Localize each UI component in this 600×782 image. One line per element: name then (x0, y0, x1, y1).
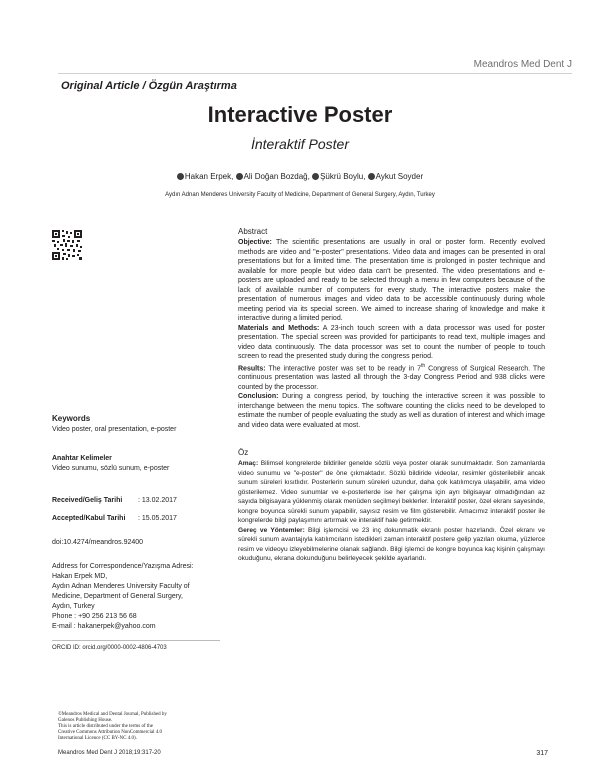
keywords-text: Video poster, oral presentation, e-poster (52, 426, 177, 433)
correspondence-line: Aydın, Turkey (52, 603, 95, 610)
orcid-icon[interactable] (368, 173, 375, 180)
page-number: 317 (536, 750, 548, 757)
anahtar-text: Video sunumu, sözlü sunum, e-poster (52, 465, 170, 472)
accepted-label: Accepted/Kabul Tarihi (52, 515, 126, 522)
header-rule (58, 73, 572, 74)
article-type: Original Article / Özgün Araştırma (61, 80, 237, 92)
license-line: International Licence (CC BY-NC 4.0). (58, 736, 137, 741)
oz-yontem (238, 526, 545, 564)
author-list (0, 172, 600, 181)
article-subtitle: İnteraktif Poster (250, 136, 350, 152)
objective-text: The scientific presentations are usually in oral or poster form. Recently evolved methods are video and "e-poster" presentations. Video data and images can be presented in oral presentations but for a limited time. The presentation time is prolonged in poster technique and available for more people but video data can't be presented. The video presentations and e-posters are uploaded and ready to be selected through a menu in few computers because of the lack of available number of computers for every study. The interactive posters make the presentation of numerous images and video data to be accessible continuously during whole meeting period via its special screen. We aimed to increase sharing of knowledge and make it interactive during a limited period. (238, 239, 545, 322)
affiliation: Aydın Adnan Menderes University Faculty of Medicine, Department of General Surgery, Aydın, Turkey (165, 192, 435, 198)
license-line: Galenos Publishing House. (58, 718, 113, 723)
doi-link[interactable]: doi:10.4274/meandros.92400 (52, 539, 144, 546)
results-text: The interactive poster was set to be ready in 7 (268, 364, 421, 372)
abstract-objective (238, 238, 545, 324)
abstract-heading: Abstract (238, 227, 268, 236)
abstract-methods (238, 324, 545, 362)
abstract-results (238, 362, 545, 393)
divider (52, 640, 220, 641)
journal-header: Meandros Med Dent J (473, 59, 572, 70)
conclusion-label: Conclusion: (238, 393, 279, 401)
methods-label: Materials and Methods: (238, 324, 320, 332)
oz-amac (238, 459, 545, 526)
license-line: ©Meandros Medical and Dental Journal, Published by (58, 712, 167, 717)
email-link[interactable]: E-mail : hakanerpek@yahoo.com (52, 623, 156, 630)
orcid-icon[interactable] (312, 173, 319, 180)
received-value: : 13.02.2017 (138, 497, 177, 504)
objective-label: Objective: (238, 239, 272, 246)
results-text: Congress of Surgical Research. The continuous presentation was lasted all through the 3-day Congress Period and 938 clicks were counted by the processor. (238, 364, 545, 391)
results-label: Results: (238, 364, 266, 372)
abstract-column (238, 227, 545, 564)
license-line: This is article distributed under the terms of the (58, 724, 153, 729)
license-line: Creative Commons Attribution NonCommercial 4.0 (58, 730, 163, 735)
left-metadata-column (52, 414, 224, 653)
amac-text: Bilimsel kongrelerde bildiriler genelde sözlü veya poster olarak sunulmaktadır. Son zamanlarda video sunumu ve "e-poster" de öne çıkmaktadır. Sözlü bildiride videolar, resimler gösterilebilir ancak sunum süreleri kısıtlıdır. Posterlerin sunum süreleri uzundur, daha çok katılımcıya ulaşabilir, ama video gösterilemez. Video sunumlar ve e-posterlerde ise her çalışma için ayrı bilgisayar olmadığından az sayıda bilgisayara yüklenmiş olarak menüden seçilmeyi beklerler. İnteraktif poster, özel ekranı sayesinde, kongre boyunca sürekli sunum yapabilir, sayısız resim ve film gösterebilir. Amacımız interaktif poster ile kongrelerde bilgi paylaşımını artırmak ve interaktif hale getirmektir. (238, 460, 545, 525)
abstract-conclusion (238, 392, 545, 430)
oz-heading: Öz (238, 448, 249, 458)
correspondence-line: Medicine, Department of General Surgery, (52, 593, 183, 600)
author-name: Hakan Erpek, (184, 172, 234, 181)
footer-citation: Meandros Med Dent J 2018;19:317-20 (58, 750, 161, 756)
correspondence-line: Aydın Adnan Menderes University Faculty of (52, 583, 190, 590)
keywords-heading: Keywords (52, 414, 91, 423)
yontem-text: Bilgi işlemcisi ve 23 inç dokunmatik ekranlı poster hazırlandı. Özel ekranı ve sürekli sunum avantajıyla katılımcıların istedikleri zaman interaktif postere gelip yazıları okuma, yüzlerce resim ve videoyu izleyebilmelerine olanak sağlandı. Bilgi işlemci de kongre boyunca kaç kişinin çalışmayı okuduğunu, ekrana dokunduğunu belirleyecek şekilde ayarlandı. (238, 526, 545, 563)
anahtar-heading: Anahtar Kelimeler (52, 455, 112, 462)
methods-text: A 23-inch touch screen with a data processor was used for poster presentation. The special screen was provided for participants to read text, multiple images and video data continuously. The data processor was set to count the number of people to touch screen to read the presented study during the congress period. (238, 324, 545, 360)
correspondence-line: Hakan Erpek MD, (52, 573, 108, 580)
correspondence-label: Address for Correspondence/Yazışma Adresi: (52, 563, 194, 570)
author-name: Aykut Soyder (375, 172, 424, 181)
orcid-link[interactable]: ORCID ID: orcid.org/0000-0002-4806-4703 (52, 645, 167, 651)
phone: Phone : +90 256 213 56 68 (52, 613, 137, 620)
article-title: Interactive Poster (207, 102, 393, 127)
received-label: Received/Geliş Tarihi (52, 497, 123, 504)
qr-code-icon[interactable] (52, 230, 82, 260)
license-notice (58, 712, 226, 742)
conclusion-text: During a congress period, by touching the interactive screen it was possible to interchange between the menu topics. The software counting the clicks need to be developed to estimate the number of people evaluating the study as well as duration of interest and which image and video data were evaluated at most. (238, 393, 545, 429)
amac-label: Amaç: (238, 460, 259, 468)
orcid-icon[interactable] (236, 173, 243, 180)
yontem-label: Gereç ve Yöntemler: (238, 526, 305, 534)
results-superscript: th (421, 362, 426, 369)
dates (52, 489, 224, 525)
accepted-value: : 15.05.2017 (138, 515, 177, 522)
author-name: Ali Doğan Bozdağ, (243, 172, 310, 181)
author-name: Şükrü Boylu, (320, 172, 366, 181)
orcid-icon[interactable] (177, 173, 184, 180)
